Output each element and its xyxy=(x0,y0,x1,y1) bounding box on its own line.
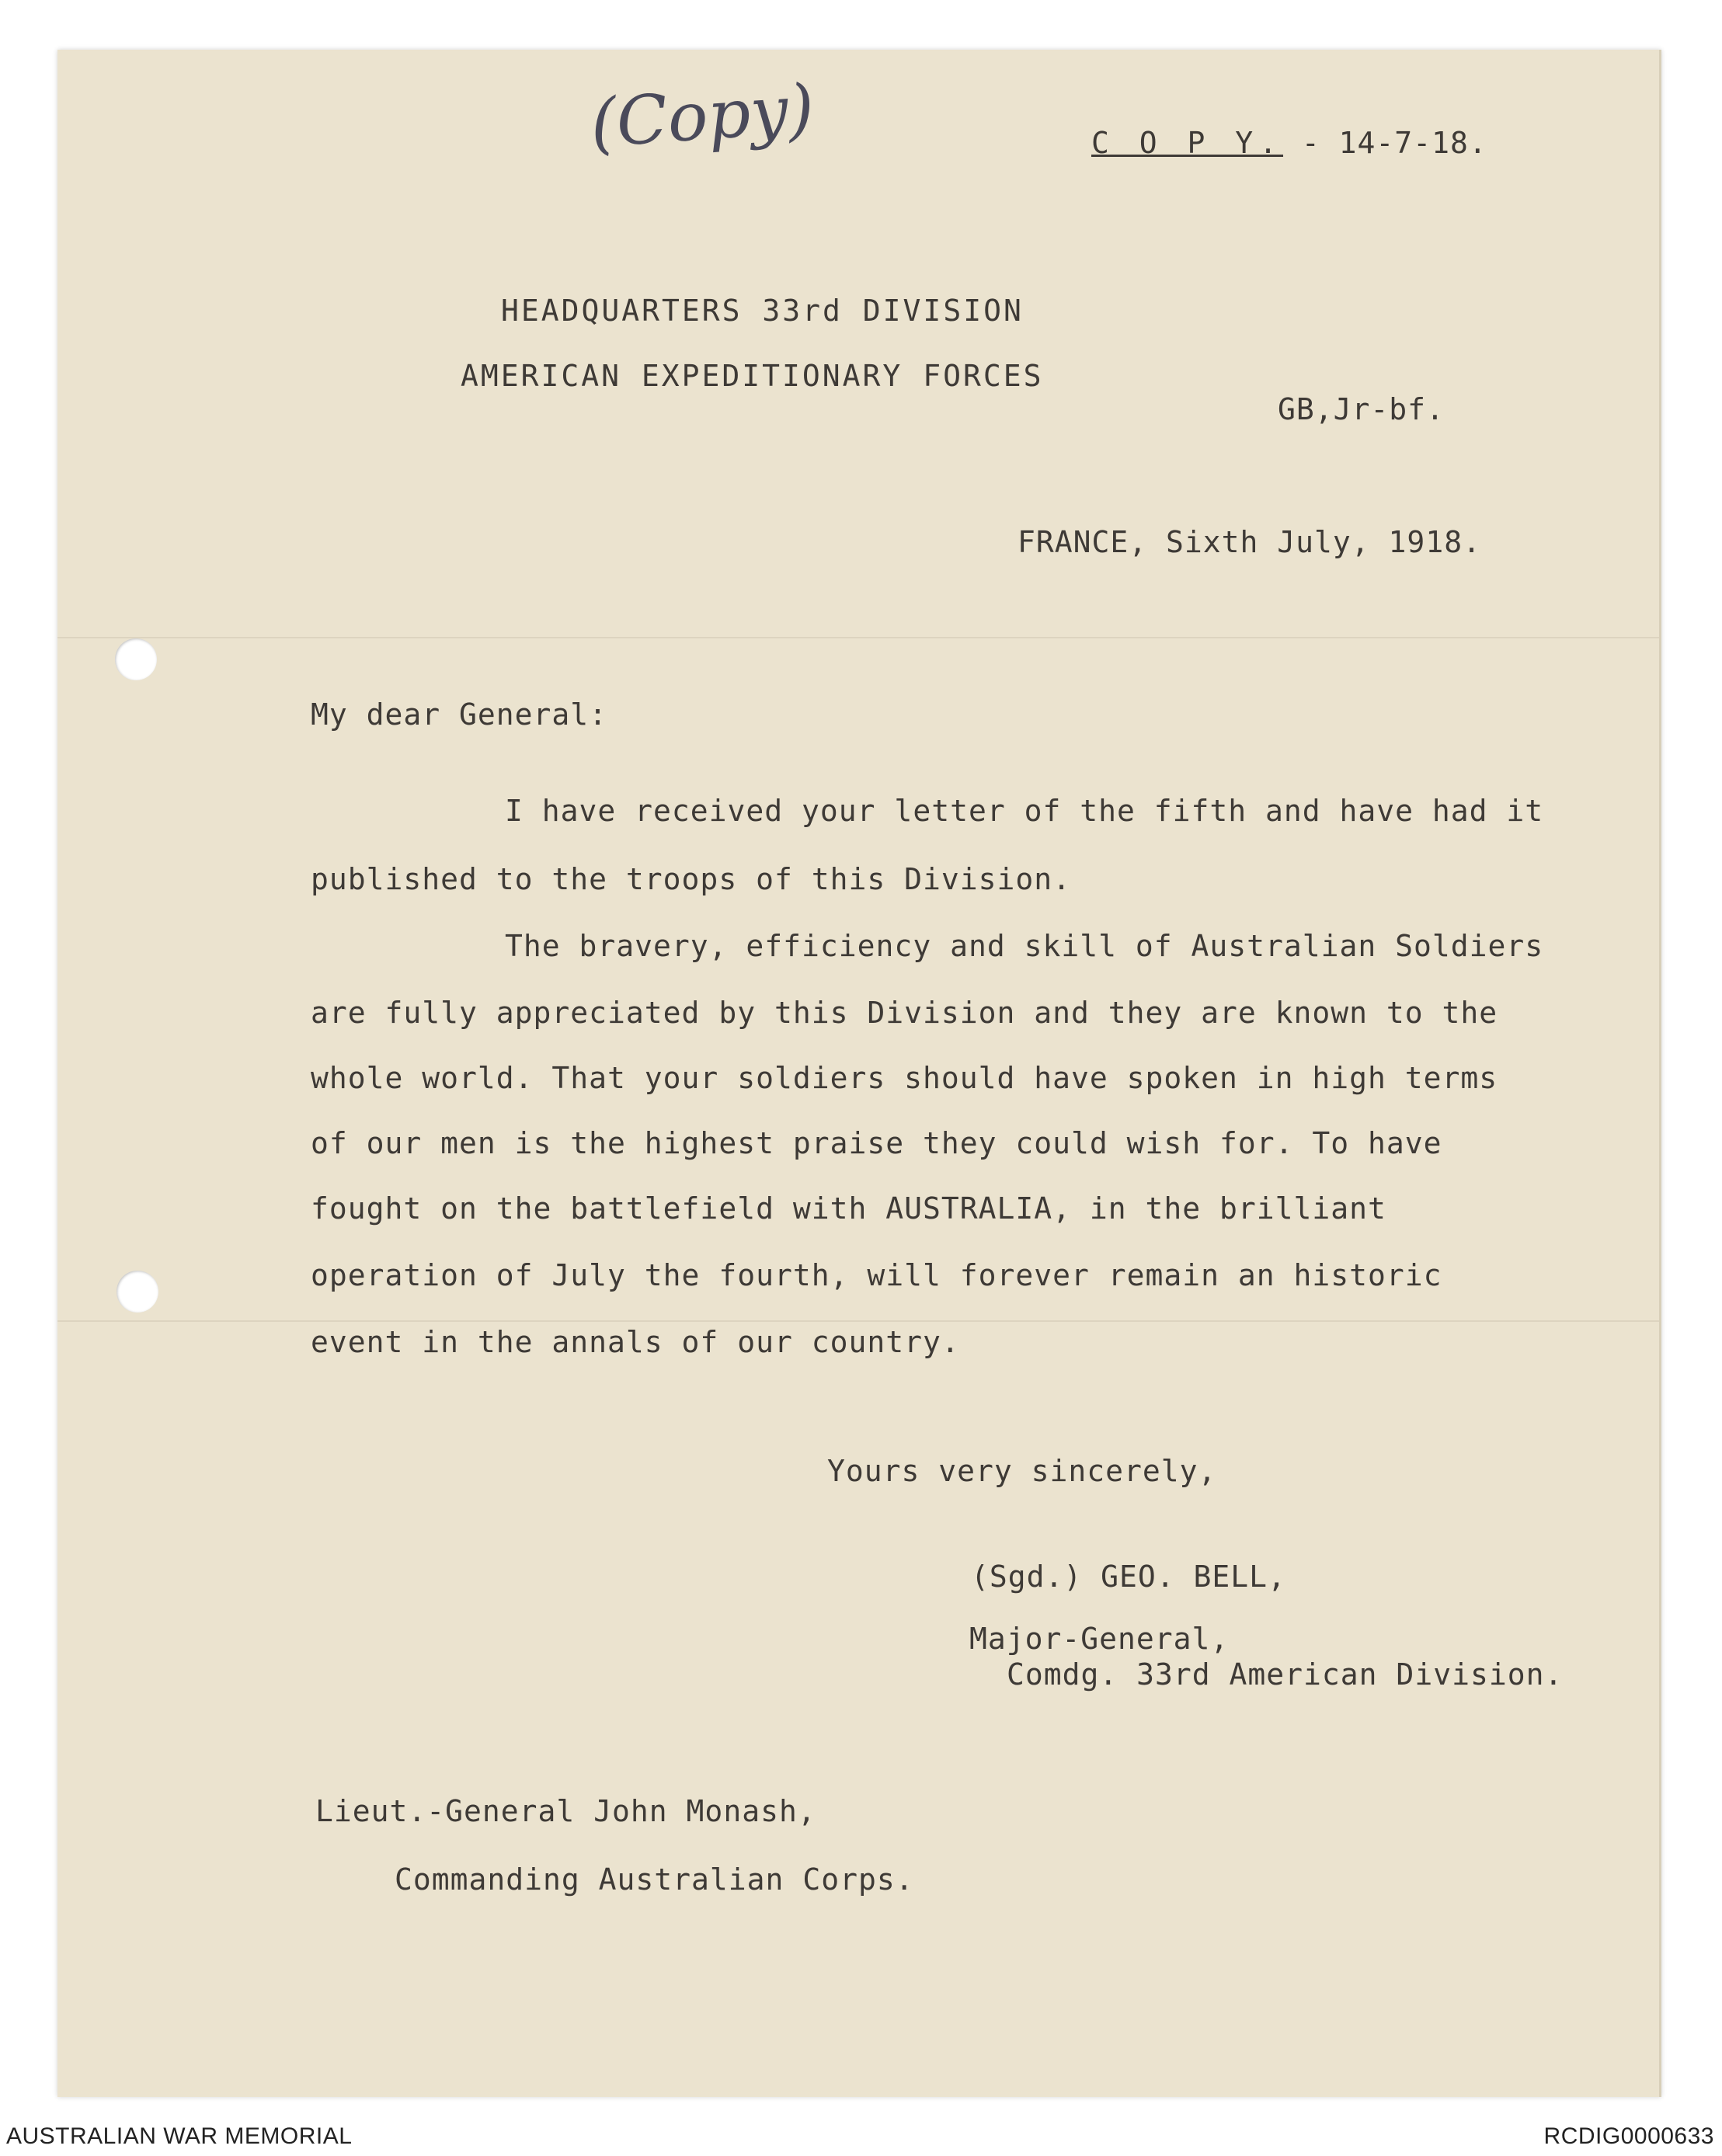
body-line: event in the annals of our country. xyxy=(311,1325,960,1359)
footer-institution: AUSTRALIAN WAR MEMORIAL xyxy=(6,2123,353,2149)
reference-code: GB,Jr-bf. xyxy=(1278,392,1445,426)
body-line: are fully appreciated by this Division and they are known to the xyxy=(311,996,1498,1030)
copy-mark: C O P Y. xyxy=(1091,126,1284,160)
salutation: My dear General: xyxy=(311,697,608,732)
header-line-1: HEADQUARTERS 33rd DIVISION xyxy=(501,294,1024,328)
addressee-title: Commanding Australian Corps. xyxy=(395,1862,914,1897)
signatory-rank: Major-General, xyxy=(969,1622,1230,1656)
paper-crease xyxy=(57,637,1659,638)
body-line: whole world. That your soldiers should have spoken in high terms xyxy=(311,1061,1498,1095)
punch-hole xyxy=(117,1271,158,1313)
punch-hole xyxy=(115,638,157,680)
copy-header xyxy=(1091,126,1487,160)
paper-crease xyxy=(57,1320,1659,1322)
addressee-name: Lieut.-General John Monash, xyxy=(315,1794,816,1828)
body-line: I have received your letter of the fifth and have had it xyxy=(505,794,1544,828)
signature: (Sgd.) GEO. BELL, xyxy=(971,1560,1286,1594)
body-line: published to the troops of this Division. xyxy=(311,862,1071,896)
closing: Yours very sincerely, xyxy=(827,1454,1217,1488)
body-line: The bravery, efficiency and skill of Australian Soldiers xyxy=(505,929,1544,963)
signatory-command: Comdg. 33rd American Division. xyxy=(1007,1657,1564,1692)
header-line-2: AMERICAN EXPEDITIONARY FORCES xyxy=(461,359,1044,393)
body-line: of our men is the highest praise they could wish for. To have xyxy=(311,1126,1442,1160)
footer-identifier: RCDIG0000633 xyxy=(1543,2123,1714,2149)
copy-date: - 14-7-18. xyxy=(1301,126,1487,160)
body-line: operation of July the fourth, will forever remain an historic xyxy=(311,1258,1442,1292)
handwritten-copy-note: (Copy) xyxy=(587,70,817,163)
place-date: FRANCE, Sixth July, 1918. xyxy=(1018,525,1481,559)
body-line: fought on the battlefield with AUSTRALIA, in the brilliant xyxy=(311,1191,1386,1226)
